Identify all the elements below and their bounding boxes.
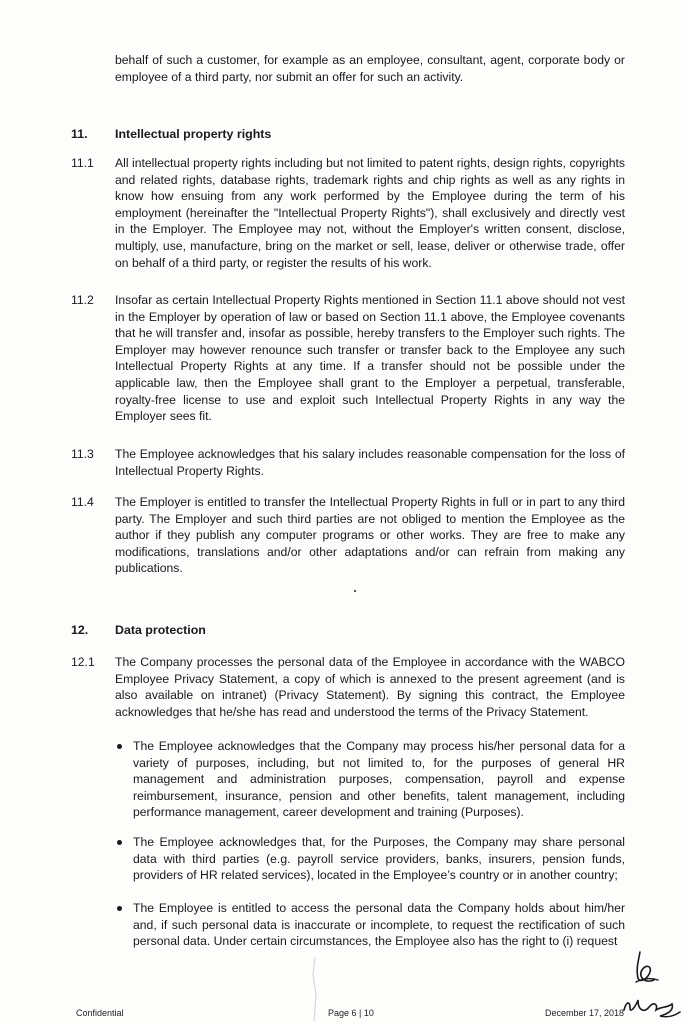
clause-11-2-number: 11.2 [71,293,94,307]
clause-11-2-text: Insofar as certain Intellectual Property Rights mentioned in Section 11.1 above should not vest in the Employer by operation of law or based on Section 11.1 above, the Employee covenants that he will transfer and, insofar as possible, hereby transfers to the Employer such rights. The Employer may however renounce such transfer or transfer back to the Employee any such Intellectual Property Rights at any time. If a transfer should not be possible under the applicable law, then the Employee shall grant to the Employer a perpetual, transferable, royalty-free license to use and exploit such Intellectual Property Rights in any way the Employer sees fit. [115,293,625,424]
clause-11-4-text: The Employer is entitled to transfer the Intellectual Property Rights in full or in part to any third party. The Employer and such third parties are not obliged to mention the Employee as the author if they publish any computer programs or other works. They are free to make any modifications, translations and/or other adaptations and/or can refrain from making any publications. [115,495,625,576]
footer-date: December 17, 2018 [545,1008,625,1018]
section-11-number: 11. [71,127,88,141]
bullet-dot [117,906,122,911]
clause-11-3-text: The Employee acknowledges that his salary includes reasonable compensation for the loss of Intellectual Property Rights. [115,447,625,478]
bullet-item-3: The Employee is entitled to access the personal data the Company holds about him/her and, if such personal data is inaccurate or incomplete, to request the rectification of such personal data. Under certain circumstances, the Employee also has the right to (i) request [133,901,625,949]
clause-11-1-text: All intellectual property rights including but not limited to patent rights, design rights, copyrights and related rights, database rights, trademark rights and chip rights as well as any rights in know how ensuing from any work performed by the Employee during the term of his employment (hereinafter the "Intellectual Property Rights"), shall exclusively and directly vest in the Employer. The Employee may not, without the Employer's written consent, disclose, multiply, use, manufacture, bring on the market or sell, lease, deliver or otherwise trade, offer on behalf of a third party, or register the results of his work. [115,156,625,270]
clause-11-3-number: 11.3 [71,447,94,461]
section-12-title: Data protection [115,623,206,637]
bullet-item-2: The Employee acknowledges that, for the Purposes, the Company may share personal data with third parties (e.g. payroll service providers, banks, insurers, pension funds, providers of HR related services), located in the Employee’s country or in another country; [133,835,625,883]
footer-confidential: Confidential [76,1008,124,1018]
section-11-title: Intellectual property rights [115,127,272,141]
intro-paragraph: behalf of such a customer, for example as an employee, consultant, agent, corporate body or employee of a third party, nor submit an offer for such an activity. [115,53,625,84]
clause-12-1-number: 12.1 [71,655,95,669]
footer-page-number: Page 6 | 10 [328,1008,374,1018]
scan-speck [354,590,356,592]
bullet-dot [117,744,122,749]
bullet-dot [117,840,122,845]
scan-artifact [300,955,330,1024]
section-12-number: 12. [71,623,89,637]
clause-11-4-number: 11.4 [71,495,94,509]
bullet-item-1: The Employee acknowledges that the Company may process his/her personal data for a variety of purposes, including, but not limited to, for the purposes of general HR management and administration purposes, compensation, payroll and expense reimbursement, insurance, pension and other benefits, talent management, including performance management, career development and training (Purposes). [133,739,625,820]
clause-12-1-text: The Company processes the personal data of the Employee in accordance with the WABCO Employee Privacy Statement, a copy of which is annexed to the present agreement (and is also available on intranet) (Privacy Statement). By signing this contract, the Employee acknowledges that he/she has read and understood the terms of the Privacy Statement. [115,655,625,719]
clause-11-1-number: 11.1 [71,156,94,170]
handwritten-initials [610,948,686,1024]
